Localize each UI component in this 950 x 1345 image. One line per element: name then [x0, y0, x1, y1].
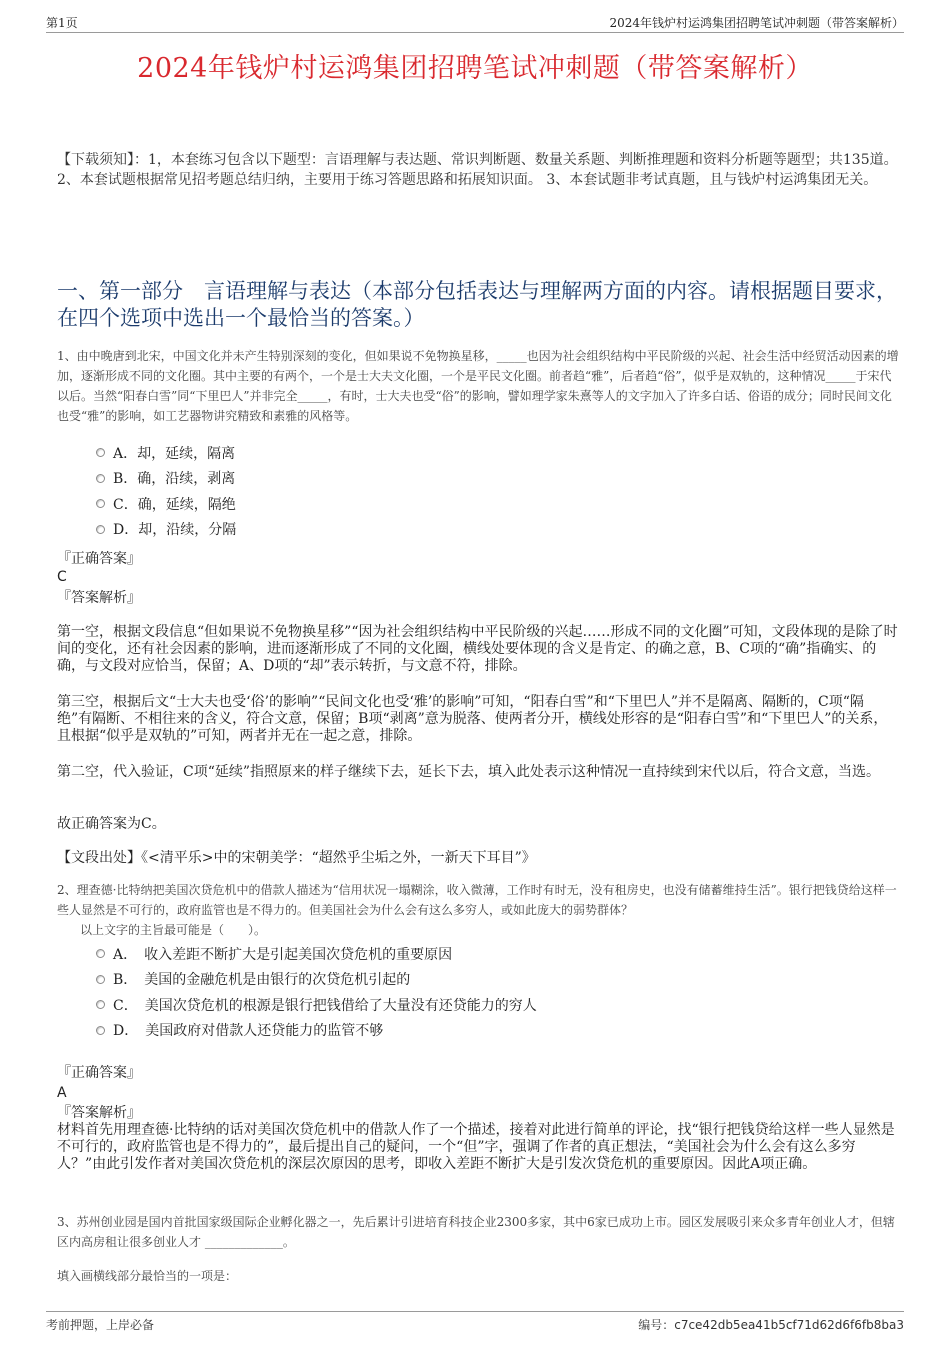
- option-label: A． 收入差距不断扩大是引起美国次贷危机的重要原因: [113, 946, 453, 963]
- page-header: [46, 14, 904, 33]
- footer-slogan: 考前押题，上岸必备: [46, 1318, 155, 1332]
- option-label: A．却，延续，隔离: [113, 445, 236, 462]
- option-label: B． 美国的金融危机是由银行的次贷危机引起的: [113, 972, 411, 989]
- question-2-options: [96, 941, 537, 1043]
- download-notice: 【下载须知】：1，本套练习包含以下题型：言语理解与表达题、常识判断题、数量关系题、判断推理题和资料分析题等题型；共135道。 2、本套试题根据常见招考题总结归纳，主要用于练习答题思路和拓展知识面。 3、本套试题非考试真题，且与钱炉村运鸿集团无关。: [57, 152, 898, 188]
- option-c[interactable]: [96, 992, 537, 1018]
- question-3-text: 3、苏州创业园是国内首批国家级国际企业孵化器之一，先后累计引进培育科技企业2300多家，其中6家已成功上市。园区发展吸引来众多青年创业人才，但辖区内高房租让很多创业人才 _____________。: [57, 1215, 895, 1249]
- question-1-text: 1、由中晚唐到北宋，中国文化并未产生特别深刻的变化，但如果说不免物换星移，_____也因为社会组织结构中平民阶级的兴起、社会生活中经贸活动因素的增加，逐渐形成不同的文化圈。其中主要的有两个，一个是士大夫文化圈，一个是平民文化圈。前者趋“雅”，后者趋“俗”，似乎是双轨的，这种情况_____于宋代以后。当然“阳春白雪”同“下里巴人”并非完全_____，有时，士大夫也受“俗”的影响，譬如理学家朱熹等人的文字加入了许多白话、俗语的成分；同时民间文化也受“雅”的影响，如工艺器物讲究精致和素雅的风格等。: [57, 349, 899, 423]
- correct-answer: C: [57, 569, 67, 585]
- page-title: 2024年钱炉村运鸿集团招聘笔试冲刺题（带答案解析）: [137, 53, 813, 84]
- option-label: D．却，沿续，分隔: [113, 522, 237, 539]
- option-a[interactable]: [96, 440, 236, 466]
- page-footer: [46, 1311, 904, 1332]
- section-heading: 一、第一部分 言语理解与表达（本部分包括表达与理解两方面的内容。请根据题目要求，在四个选项中选出一个最恰当的答案。）: [57, 279, 897, 330]
- analysis-paragraph: 材料首先用理查德·比特纳的话对美国次贷危机中的借款人作了一个描述，接着对此进行简单的评论，找“银行把钱贷给这样一些人显然是不可行的，政府监管也是不得力的”，最后提出自己的疑问，一个“但”字，强调了作者的真正想法，“美国社会为什么会有这么多穷人？”由此引发作者对美国次贷危机的深层次原因的思考，即收入差距不断扩大是引发次贷危机的重要原因。因此A项正确。: [57, 1122, 895, 1172]
- question-3-prompt: 填入画横线部分最恰当的一项是：: [57, 1269, 238, 1283]
- code-value: c7ce42db5ea41b5cf71d62d6f6fb8ba3: [674, 1318, 904, 1332]
- analysis-conclusion: 故正确答案为C。: [57, 816, 166, 832]
- option-a[interactable]: [96, 941, 537, 967]
- radio-icon[interactable]: [96, 975, 105, 984]
- footer-code: [638, 1316, 904, 1333]
- correct-answer: A: [57, 1085, 67, 1101]
- option-c[interactable]: [96, 491, 236, 517]
- code-label: 编号：: [638, 1318, 675, 1332]
- option-d[interactable]: [96, 1018, 537, 1044]
- source-note: 【文段出处】《<清平乐>中的宋朝美学：“超然乎尘垢之外，一新天下耳目”》: [57, 850, 536, 866]
- option-label: D． 美国政府对借款人还贷能力的监管不够: [113, 1023, 384, 1040]
- option-b[interactable]: [96, 967, 537, 993]
- radio-icon[interactable]: [96, 949, 105, 958]
- option-label: C． 美国次贷危机的根源是银行把钱借给了大量没有还贷能力的穷人: [113, 997, 537, 1014]
- radio-icon[interactable]: [96, 448, 105, 457]
- answer-label: 『正确答案』: [57, 1065, 141, 1081]
- option-label: C．确，延续，隔绝: [113, 496, 236, 513]
- radio-icon[interactable]: [96, 525, 105, 534]
- analysis-label: 『答案解析』: [57, 1105, 141, 1121]
- radio-icon[interactable]: [96, 499, 105, 508]
- option-label: B．确，沿续，剥离: [113, 471, 236, 488]
- analysis-paragraph: 第三空，根据后文“士大夫也受‘俗’的影响”“民间文化也受‘雅’的影响”可知，“阳春白雪”和“下里巴人”并不是隔离、隔断的，C项“隔绝”有隔断、不相往来的含义，符合文意，保留；B项“剥离”意为脱落、使两者分开，横线处形容的是“阳春白雪”和“下里巴人”的关系，且根据“似乎是双轨的”可知，两者并无在一起之意，排除。: [57, 694, 888, 744]
- page-number: 第1页: [46, 16, 78, 30]
- analysis-label: 『答案解析』: [57, 590, 141, 606]
- question-2-prompt: 以上文字的主旨最可能是（ ）。: [80, 923, 267, 937]
- analysis-paragraph: 第一空，根据文段信息“但如果说不免物换星移”“因为社会组织结构中平民阶级的兴起……形成不同的文化圈”可知，文段体现的是除了时间的变化，还有社会因素的影响，进而逐渐形成了不同的文化圈，横线处要体现的含义是肯定、的确之意，B、C项的“确”指确实、的确，与文段对应恰当，保留；A、D项的“却”表示转折，与文意不符，排除。: [57, 624, 898, 674]
- answer-label: 『正确答案』: [57, 551, 141, 567]
- option-b[interactable]: [96, 466, 236, 492]
- radio-icon[interactable]: [96, 474, 105, 483]
- header-doc-title: 2024年钱炉村运鸿集团招聘笔试冲刺题（带答案解析）: [609, 16, 904, 30]
- option-d[interactable]: [96, 517, 236, 543]
- question-2-text: 2、理查德·比特纳把美国次贷危机中的借款人描述为“信用状况一塌糊涂，收入微薄，工作时有时无，没有租房史，也没有储蓄维持生活”。银行把钱贷给这样一些人显然是不可行的，政府监管也是不得力的。但美国社会为什么会有这么多穷人，或如此庞大的弱势群体？: [57, 883, 897, 917]
- analysis-paragraph: 第二空，代入验证，C项“延续”指照原来的样子继续下去，延长下去，填入此处表示这种情况一直持续到宋代以后，符合文意，当选。: [57, 764, 881, 780]
- radio-icon[interactable]: [96, 1026, 105, 1035]
- radio-icon[interactable]: [96, 1000, 105, 1009]
- question-1-options: [96, 440, 236, 542]
